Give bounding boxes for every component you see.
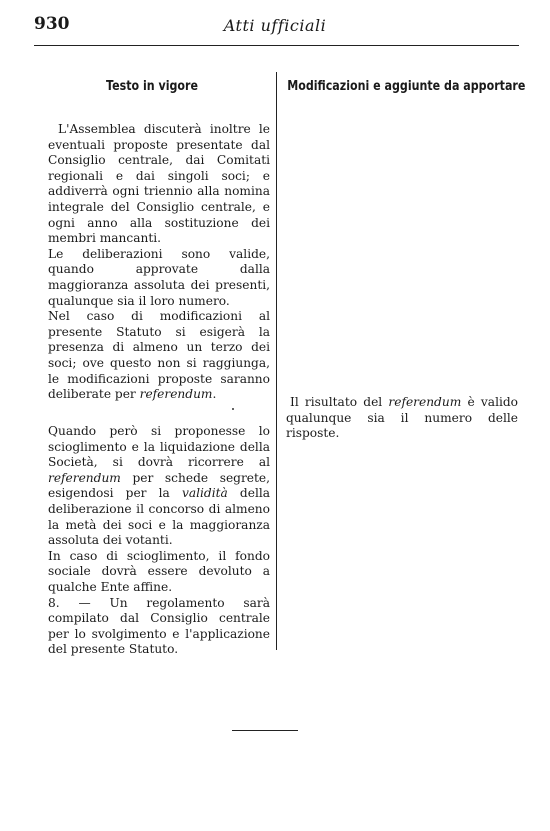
footer-rule <box>232 730 298 731</box>
right-column-block-1 <box>286 395 518 442</box>
right-column-heading: Modificazioni e aggiunte da apportare <box>287 78 526 94</box>
paragraph <box>48 309 270 403</box>
text-span: Il risultato del <box>290 395 389 409</box>
italic-term: referendum <box>139 387 213 402</box>
text-span: . <box>212 387 217 402</box>
left-column-heading: Testo in vigore <box>106 78 198 94</box>
paragraph: L'Assemblea discuterà inoltre le eventuali proposte presentate dal Consiglio centrale, dai Comitati regionali e dai singoli soci; e addiverrà ogni triennio alla nomina integrale del Consiglio centrale, e ogni anno alla sostituzione dei membri mancanti. <box>48 122 270 246</box>
stray-mark <box>232 408 234 410</box>
page-number: 930 <box>34 14 70 34</box>
text-span: Quando però si proponesse lo scioglimento e la liquidazione della Società, si dovrà ricorrere al <box>48 424 270 470</box>
left-column-block-2 <box>48 424 270 658</box>
text-span: Nel caso di modificazioni al presente Statuto si esigerà la presenza di almeno un terzo dei soci; ove questo non si raggiunga, le modificazioni proposte saranno deliberate per <box>48 309 270 402</box>
text-span: della deliberazione il concorso di almeno la metà dei soci e la maggioranza assoluta dei votanti. <box>48 486 271 548</box>
paragraph: 8. — Un regolamento sarà compilato dal Consiglio centrale per lo svolgimento e l'applicazione del presente Statuto. <box>48 595 270 657</box>
left-column-block-1 <box>48 122 270 403</box>
text-span: per schede segrete, esigendosi per la <box>48 470 270 501</box>
paragraph: Le deliberazioni sono valide, quando approvate dalla maggioranza assoluta dei presenti, qualunque sia il loro numero. <box>48 246 270 308</box>
italic-term: referendum <box>388 395 462 409</box>
text-span: è valido qualunque sia il numero delle risposte. <box>286 395 518 441</box>
paragraph <box>48 424 270 549</box>
italic-term: referendum <box>48 470 121 485</box>
running-title: Atti ufficiali <box>223 16 327 35</box>
paragraph: In caso di scioglimento, il fondo sociale dovrà essere devoluto a qualche Ente affine. <box>48 548 270 594</box>
column-divider <box>276 72 277 650</box>
italic-term: validità <box>181 486 228 501</box>
header-rule <box>34 45 519 46</box>
paragraph <box>286 395 518 442</box>
